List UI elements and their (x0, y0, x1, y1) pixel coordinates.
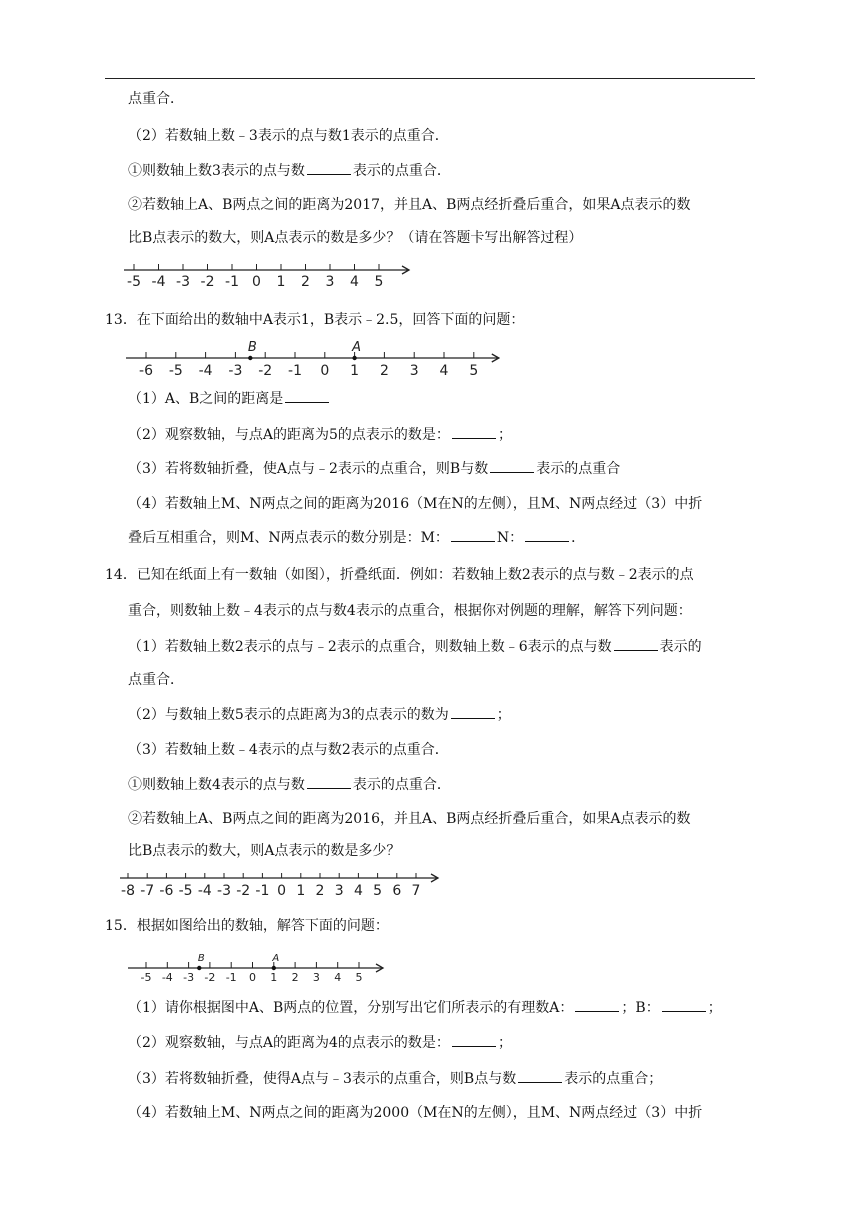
answer-blank[interactable] (452, 1032, 496, 1047)
tick-label: 2 (291, 971, 299, 984)
tick-label: 6 (392, 883, 402, 899)
tick-label: 5 (355, 971, 363, 984)
tick-label: -8 (121, 883, 135, 899)
answer-blank[interactable] (490, 458, 534, 473)
point-a (272, 966, 276, 970)
tick-label: -5 (140, 971, 152, 984)
tick-label: -3 (176, 274, 190, 290)
text-line: （3）若数轴上数﹣4表示的点与数2表示的点重合． (128, 742, 449, 758)
answer-blank[interactable] (518, 1068, 562, 1083)
point-label-b: B (247, 340, 257, 355)
tick-label: -1 (225, 971, 237, 984)
text-line: （2）与数轴上数5表示的点距离为3的点表示的数为 ； (128, 704, 511, 725)
tick-label: 7 (411, 883, 421, 899)
answer-blank[interactable] (307, 160, 351, 175)
answer-blank[interactable] (614, 636, 658, 651)
tick-label: 0 (249, 971, 256, 984)
point-label-a: A (352, 340, 362, 355)
tick-label: -2 (204, 971, 216, 984)
text-line: （4）若数轴上M、N两点之间的距离为2016（M在N的左侧），且M、N两点经过（3）中折 (128, 496, 703, 512)
text-line: （1）若数轴上数2表示的点与﹣2表示的点重合，则数轴上数﹣6表示的点与数 表示的 (128, 636, 702, 657)
tick-label: 4 (350, 274, 359, 290)
point-b (248, 356, 252, 360)
tick-label: -2 (200, 274, 215, 290)
tick-label: -1 (255, 883, 270, 899)
tick-label: -5 (127, 274, 141, 290)
tick-label: 2 (379, 363, 389, 378)
text-line: 点重合． (128, 672, 184, 688)
answer-blank[interactable] (452, 424, 496, 439)
text-line: （1）A、B之间的距离是 (128, 388, 331, 409)
point-label-b: B (197, 953, 205, 964)
tick-label: -4 (161, 971, 173, 984)
answer-blank[interactable] (285, 388, 329, 403)
tick-label: -3 (183, 971, 195, 984)
tick-label: -3 (217, 883, 231, 899)
tick-label: -1 (225, 274, 239, 290)
tick-label: 0 (320, 363, 330, 378)
text-line: ②若数轴上A、B两点之间的距离为2017，并且A、B两点经折叠后重合，如果A点表示的数 (128, 197, 691, 213)
answer-blank[interactable] (451, 704, 495, 719)
tick-label: -6 (159, 883, 174, 899)
tick-label: 0 (252, 274, 261, 290)
tick-label: -2 (236, 883, 251, 899)
question-15: 15．根据如图给出的数轴，解答下面的问题： (105, 918, 389, 934)
tick-label: 1 (350, 363, 360, 378)
tick-label: 5 (469, 363, 479, 378)
answer-blank[interactable] (307, 774, 351, 789)
tick-label: -5 (178, 883, 193, 899)
tick-label: 1 (276, 274, 286, 290)
point-a (352, 356, 356, 360)
tick-label: 2 (301, 274, 310, 290)
question-13: 13．在下面给出的数轴中A表示1，B表示﹣2.5，回答下面的问题： (105, 312, 525, 328)
text-line: （3）若将数轴折叠，使得A点与﹣3表示的点重合，则B点与数 表示的点重合； (128, 1068, 662, 1089)
text-line: （2）观察数轴，与点A的距离为4的点表示的数是： ； (128, 1032, 512, 1053)
tick-label: -6 (139, 363, 153, 378)
tick-label: 4 (353, 883, 363, 899)
number-line-2 (120, 338, 500, 382)
answer-blank[interactable] (525, 527, 569, 542)
tick-label: -7 (140, 883, 155, 899)
text-line: ②若数轴上A、B两点之间的距离为2016，并且A、B两点经折叠后重合，如果A点表示的数 (128, 811, 691, 827)
text-line: 比B点表示的数大，则A点表示的数是多少？（请在答题卡写出解答过程） (128, 230, 583, 246)
tick-label: 1 (270, 971, 278, 984)
tick-label: 3 (409, 363, 419, 378)
text-line: 重合，则数轴上数﹣4表示的点与数4表示的点重合，根据你对例题的理解，解答下列问题： (128, 603, 692, 619)
text-line: ①则数轴上数4表示的点与数 表示的点重合． (128, 774, 451, 795)
tick-label: 3 (325, 274, 335, 290)
text-line: （2）观察数轴，与点A的距离为5的点表示的数是： ； (128, 424, 512, 445)
tick-label: 5 (373, 883, 383, 899)
tick-label: -4 (197, 883, 212, 899)
tick-label: -5 (168, 363, 183, 378)
answer-blank[interactable] (451, 527, 495, 542)
question-14: 14．已知在纸面上有一数轴（如图），折叠纸面．例如：若数轴上数2表示的点与数﹣2表示的点 (105, 567, 694, 583)
answer-blank[interactable] (575, 997, 619, 1012)
text-line: （2）若数轴上数﹣3表示的点与数1表示的点重合． (128, 128, 449, 144)
number-line-1 (120, 258, 420, 296)
header-rule (105, 78, 755, 79)
text-line: ①则数轴上数3表示的点与数 表示的点重合． (128, 160, 451, 181)
text-line: （4）若数轴上M、N两点之间的距离为2000（M在N的左侧），且M、N两点经过（3）中折 (128, 1105, 703, 1121)
tick-label: 0 (277, 883, 287, 899)
tick-label: -4 (151, 274, 166, 290)
tick-label: 4 (439, 363, 449, 378)
point-label-a: A (272, 953, 280, 964)
text-line: 点重合． (128, 91, 184, 107)
answer-blank[interactable] (662, 997, 706, 1012)
text-line: 叠后互相重合，则M、N两点表示的数分别是：M： N： ． (128, 527, 585, 548)
tick-label: 1 (296, 883, 306, 899)
text-line: （3）若将数轴折叠，使A点与﹣2表示的点重合，则B与数 表示的点重合 (128, 458, 620, 479)
tick-label: 3 (312, 971, 320, 984)
tick-label: 4 (334, 971, 342, 984)
tick-label: -2 (258, 363, 273, 378)
tick-label: 3 (334, 883, 344, 899)
tick-label: -3 (228, 363, 243, 378)
tick-label: 5 (374, 274, 384, 290)
tick-label: 2 (315, 883, 325, 899)
number-line-3 (118, 872, 440, 904)
tick-label: -1 (288, 363, 302, 378)
text-line: （1）请你根据图中A、B两点的位置，分别写出它们所表示的有理数A： ；B： ； (128, 997, 722, 1018)
number-line-4 (124, 944, 394, 988)
text-line: 比B点表示的数大，则A点表示的数是多少？ (128, 843, 401, 859)
tick-label: -4 (198, 363, 213, 378)
point-b (197, 966, 201, 970)
